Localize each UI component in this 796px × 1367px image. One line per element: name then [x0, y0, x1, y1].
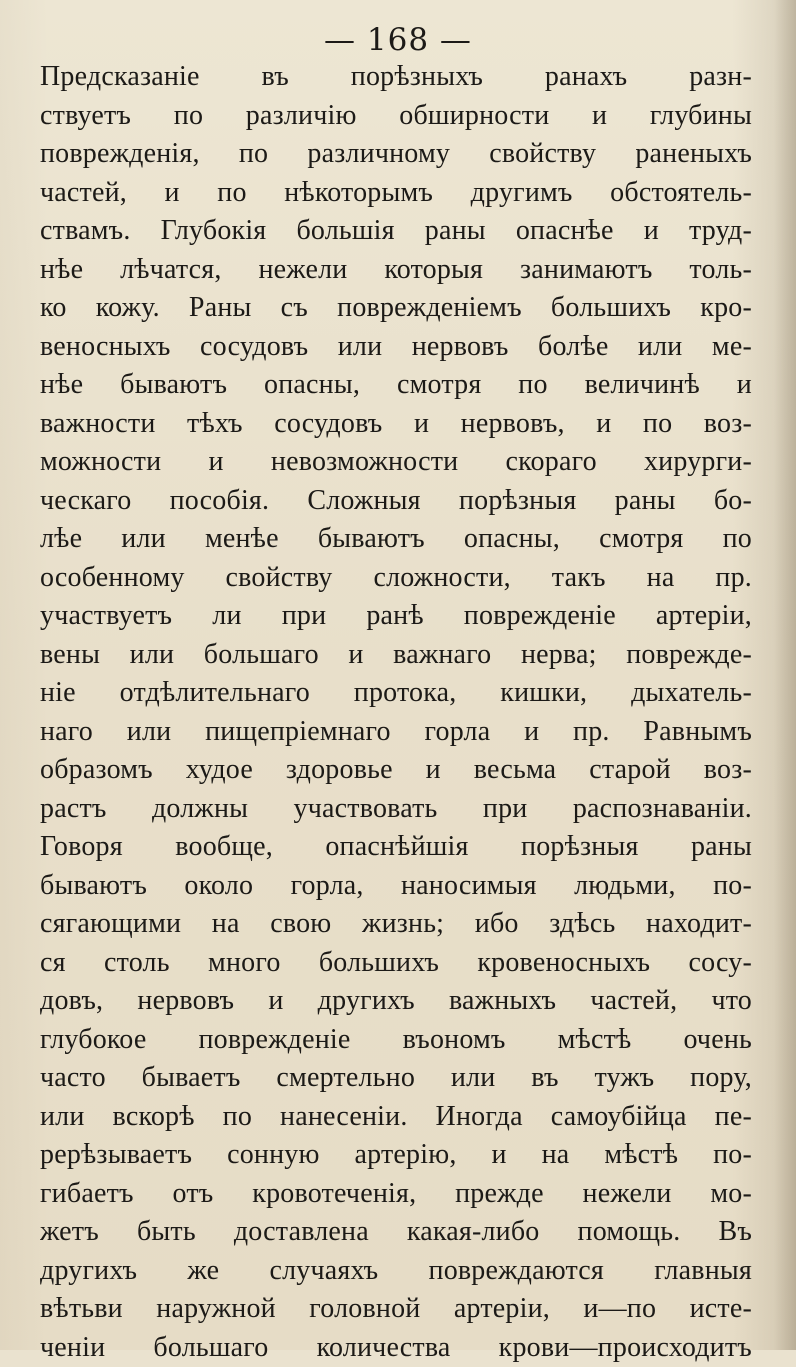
- text-line: ствуетъ по различію обширности и глубины: [40, 97, 752, 136]
- text-line: или вскорѣ по нанесеніи. Иногда самоубійца пе-: [40, 1098, 752, 1137]
- text-line: участвуетъ ли при ранѣ поврежденіе артеріи,: [40, 597, 752, 636]
- text-line: вѣтьви наружной головной артеріи, и—по исте-: [40, 1290, 752, 1329]
- text-line: ся столь много большихъ кровеносныхъ сосу-: [40, 944, 752, 983]
- text-line: можности и невозможности скораго хирурги-: [40, 443, 752, 482]
- text-line: особенному свойству сложности, такъ на пр.: [40, 559, 752, 598]
- text-line: часто бываетъ смертельно или въ тужъ пору,: [40, 1059, 752, 1098]
- text-line: поврежденія, по различному свойству раненыхъ: [40, 135, 752, 174]
- text-line: наго или пищепріемнаго горла и пр. Равнымъ: [40, 713, 752, 752]
- text-line: образомъ худое здоровье и весьма старой воз-: [40, 751, 752, 790]
- text-line: довъ, нервовъ и другихъ важныхъ частей, что: [40, 982, 752, 1021]
- text-line: важности тѣхъ сосудовъ и нервовъ, и по воз-: [40, 405, 752, 444]
- text-line: Говоря вообще, опаснѣйшія порѣзныя раны: [40, 828, 752, 867]
- body-text: [40, 58, 752, 1367]
- text-line: гибаетъ отъ кровотеченія, прежде нежели мо-: [40, 1175, 752, 1214]
- text-line: бываютъ около горла, наносимыя людьми, по-: [40, 867, 752, 906]
- text-line: растъ должны участвовать при распознаваніи.: [40, 790, 752, 829]
- text-line: частей, и по нѣкоторымъ другимъ обстоятель-: [40, 174, 752, 213]
- text-line: Предсказаніе въ порѣзныхъ ранахъ разн-: [40, 58, 752, 97]
- text-line: ченіи большаго количества крови—происходитъ: [40, 1329, 752, 1367]
- page-number-header: — 168 —: [0, 22, 796, 58]
- text-line: жетъ быть доставлена какая-либо помощь. Въ: [40, 1213, 752, 1252]
- text-line: другихъ же случаяхъ повреждаются главныя: [40, 1252, 752, 1291]
- text-line: ніе отдѣлительнаго протока, кишки, дыхатель-: [40, 674, 752, 713]
- text-line: глубокое поврежденіе въономъ мѣстѣ очень: [40, 1021, 752, 1060]
- text-line: сягающими на свою жизнь; ибо здѣсь находит-: [40, 905, 752, 944]
- text-line: лѣе или менѣе бываютъ опасны, смотря по: [40, 520, 752, 559]
- text-line: рерѣзываетъ сонную артерію, и на мѣстѣ по-: [40, 1136, 752, 1175]
- text-line: вены или большаго и важнаго нерва; поврежде-: [40, 636, 752, 675]
- text-line: ко кожу. Раны съ поврежденіемъ большихъ кро-: [40, 289, 752, 328]
- text-line: нѣе бываютъ опасны, смотря по величинѣ и: [40, 366, 752, 405]
- page-edge-shadow: [774, 0, 796, 1350]
- text-line: ствамъ. Глубокія большія раны опаснѣе и труд-: [40, 212, 752, 251]
- text-line: ческаго пособія. Сложныя порѣзныя раны бо-: [40, 482, 752, 521]
- text-line: веносныхъ сосудовъ или нервовъ болѣе или ме-: [40, 328, 752, 367]
- text-line: нѣе лѣчатся, нежели которыя занимаютъ толь-: [40, 251, 752, 290]
